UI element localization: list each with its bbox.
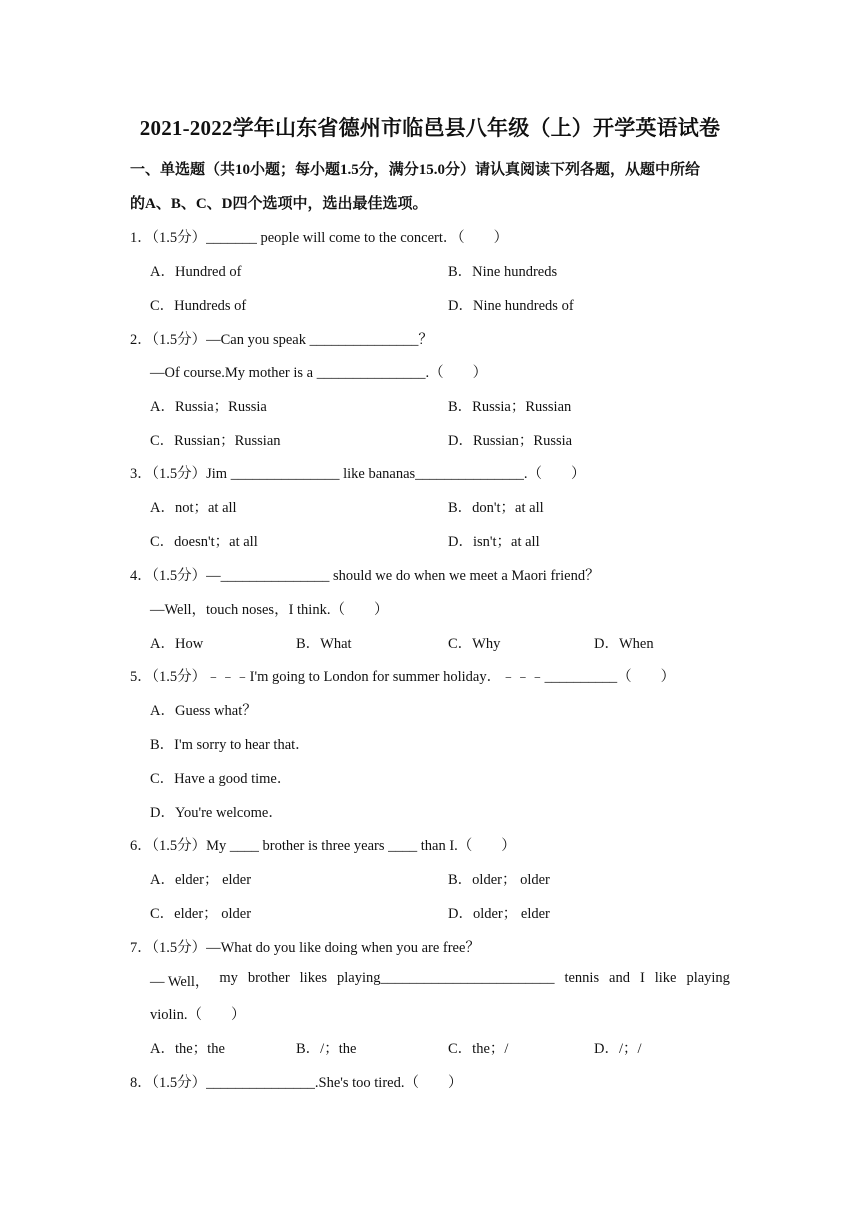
question-8-stem: 8．（1.5分）_______________.She's too tired.（ ） — [130, 1075, 463, 1091]
page-title: 2021-2022学年山东省德州市临邑县八年级（上）开学英语试卷 — [139, 116, 721, 140]
word: like — [654, 970, 677, 986]
question-4-option-c: C．Why — [448, 636, 501, 652]
question-6-option-c: C．elder； older — [150, 906, 252, 922]
word: — Well， — [150, 974, 210, 990]
question-1-option-b: B．Nine hundreds — [448, 264, 558, 280]
word: likes — [299, 970, 328, 986]
question-5-option-b: B．I'm sorry to hear that． — [150, 737, 310, 753]
section-heading-line-2: 的A、B、C、D四个选项中，选出最佳选项。 — [130, 196, 428, 212]
section-heading-line-1: 一、单选题（共10小题；每小题1.5分，满分15.0分）请认真阅读下列各题，从题中所给 — [130, 162, 701, 178]
question-3-option-d: D．isn't；at all — [448, 534, 540, 550]
question-3-option-c: C．doesn't；at all — [150, 534, 258, 550]
word: I — [639, 970, 645, 986]
question-5-option-a: A．Guess what？ — [150, 703, 257, 719]
question-5-stem: 5．（1.5分）﹣﹣﹣I'm going to London for summer holiday．﹣﹣﹣__________（ ） — [130, 669, 676, 685]
question-1-stem: 1．（1.5分）_______ people will come to the concert．（ ） — [130, 230, 509, 246]
question-4-option-d: D．When — [594, 636, 654, 652]
question-2-option-b: B．Russia；Russian — [448, 399, 572, 415]
question-4-option-a: A．How — [150, 636, 204, 652]
word: and — [609, 970, 630, 986]
question-1-option-a: A．Hundred of — [150, 264, 242, 280]
question-2-option-c: C．Russian；Russian — [150, 433, 281, 449]
question-2-option-d: D．Russian；Russia — [448, 433, 573, 449]
word: my — [219, 970, 238, 986]
question-4-stem-reply: —Well，touch noses，I think.（ ） — [150, 602, 389, 618]
question-7-option-c: C．the；/ — [448, 1041, 509, 1057]
question-5-option-d: D．You're welcome． — [150, 805, 283, 821]
question-2-stem-reply: —Of course.My mother is a _______________.（ ） — [150, 365, 488, 381]
question-6-option-a: A．elder； elder — [150, 872, 252, 888]
question-7-option-b: B．/；the — [296, 1041, 357, 1057]
question-1-option-d: D．Nine hundreds of — [448, 298, 574, 314]
word: tennis — [564, 970, 600, 986]
question-5-option-c: C．Have a good time． — [150, 771, 292, 787]
question-6-option-b: B．older； older — [448, 872, 550, 888]
question-2-option-a: A．Russia；Russia — [150, 399, 267, 415]
question-7-option-a: A．the；the — [150, 1041, 225, 1057]
question-2-stem: 2．（1.5分）—Can you speak _______________？ — [130, 332, 433, 348]
question-1-option-c: C．Hundreds of — [150, 298, 247, 314]
question-7-stem-continued: violin.（ ） — [150, 1007, 246, 1023]
question-6-option-d: D．older； elder — [448, 906, 550, 922]
question-3-option-b: B．don't；at all — [448, 500, 544, 516]
word: playing — [686, 970, 730, 986]
question-7-option-d: D．/；/ — [594, 1041, 642, 1057]
question-4-stem: 4．（1.5分）—_______________ should we do when we meet a Maori friend？ — [130, 568, 600, 584]
question-7-stem: 7．（1.5分）—What do you like doing when you are free？ — [130, 940, 480, 956]
question-3-option-a: A．not；at all — [150, 500, 237, 516]
word: playing________________________ — [337, 970, 555, 986]
question-6-stem: 6．（1.5分）My ____ brother is three years ____ than I.（ ） — [130, 838, 516, 854]
word: brother — [247, 970, 290, 986]
question-7-stem-reply — [150, 970, 730, 991]
question-4-option-b: B．What — [296, 636, 352, 652]
question-3-stem: 3．（1.5分）Jim _______________ like bananas_______________.（ ） — [130, 466, 586, 482]
